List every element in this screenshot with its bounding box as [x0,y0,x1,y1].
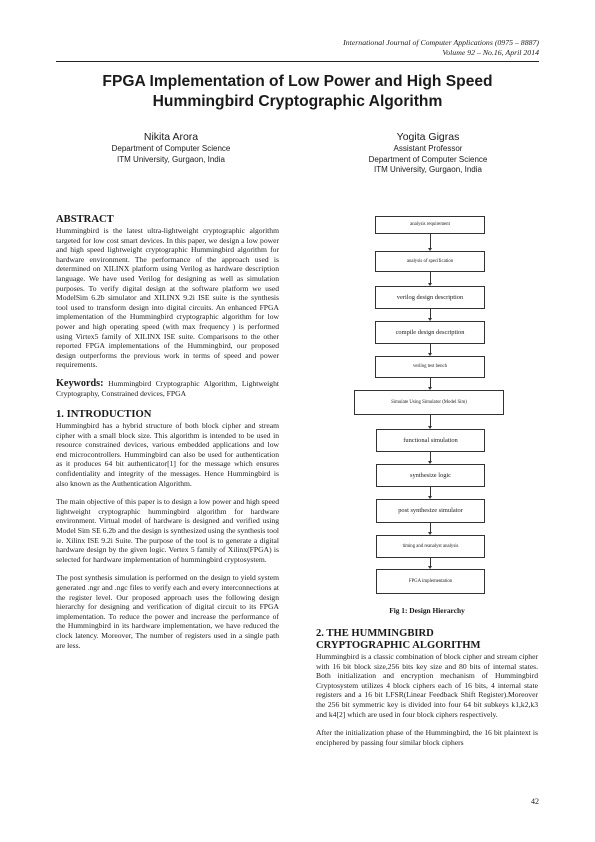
left-column [56,214,279,650]
step-post-synthesize-simulator: post synthesize simulator [376,499,485,523]
intro-paragraph-1: Hummingbird has a hybrid structure of both block cipher and stream cipher with a small block size. This algorithm is intended to be used in resource constrained devices, various embedded applications and low end microcontrollers. Hummingbird can also be used for authentication as it produces 64 bit authenticator[1] for the message which ensures confidentiality and integrity of the messages. Hence Hummingbird is also known as the Authentication Algorithm. [56,421,279,488]
figure-caption: Fig 1: Design Hierarchy [389,606,465,615]
right-column [316,628,538,747]
section-2-paragraph-1: Hummingbird is a classic combination of block cipher and stream cipher with 16 bit block size,256 bits key size and 80 bits of internal states. Both initialization and encryption mechanism of Hummingbird Cryptosystem utilizes 4 block ciphers each of 16 bits, 4 internal state registers and a 16 bit LFSR(Linear Feedback Shift Register).Moreover the 256 bit symmetric key is divided into four 64 bit subkeys k1,k2,k3 and k4[2] which are used in four block ciphers respectively. [316,652,538,719]
step-simulate-using-simulator: Simulate Using Simulator (Model Sim) [354,390,504,415]
step-compile-design-description: compile design description [375,321,485,344]
section-2-heading-line-2: CRYPTOGRAPHIC ALGORITHM [316,640,481,651]
step-functional-simulation: functional simulation [376,429,485,452]
author-1-affiliation-1: Department of Computer Science [111,144,231,153]
abstract-text: Hummingbird is the latest ultra-lightweight cryptographic algorithm targeted for low cost smart devices. In this paper, we design a low power and high speed lightweight cryptographic Hummingbird algorithm for hardware environment. The performance of the approach used is determined on XILINX platform using Verilog as hardware description language. We have used Verilog for designing as well as simulation purposes. To verify digital design at the software platform we used ModelSim 6.2b simulator and XILINX 9.2i ISE suite is the synthesis tool used to transform design into digital circuits. An enhanced FPGA implementation of the Hummingbird cryptographic algorithm for low power and high operating speed (with max frequency ) is performed using Virtex5 family of XILINX ISE suite. Comparisons to the other reported FPGA implementations of the Hummingbird, our proposed design outperforms the previous work in terms of speed and power requirements. [56,226,279,370]
page-number: 42 [531,797,539,806]
paper-title [40,72,555,112]
journal-name: International Journal of Computer Applications (0975 – 8887) [343,38,539,47]
author-2-affiliation-1: Department of Computer Science [368,154,488,164]
step-fpga-implementation: FPGA implementation [376,569,485,594]
keywords [56,379,279,398]
author-1 [56,130,286,165]
abstract-heading: ABSTRACT [56,214,114,225]
step-verilog-test-bench: verilog test bench [375,356,485,378]
journal-header [343,38,539,58]
introduction-heading: 1. INTRODUCTION [56,409,152,421]
title-line-2: Hummingbird Cryptographic Algorithm [152,93,443,110]
step-analysis-of-specification: analysis of specification [375,251,485,272]
journal-volume: Volume 92 – No.16, April 2014 [442,48,539,57]
section-2-paragraph-2: After the initialization phase of the Hummingbird, the 16 bit plaintext is enciphered by passing four similar block ciphers [316,728,538,747]
arrow-1 [430,234,431,249]
step-verilog-design-description: verilog design description [375,286,485,309]
step-synthesize-logic: synthesize logic [376,464,485,487]
intro-paragraph-2: The main objective of this paper is to design a low power and high speed lightweight cryptographic hummingbird algorithm for hardware environment. Virtual model of hardware is designed and verified using Model Sim SE 6.2b and the design is synthesized using the synthesis tool ie. Xilinx ISE 9.2i Suite. The purpose of the tool is to generate a digital hardware design by the given logic. Vertex 5 family of Xilinx(FPGA) is selected for hardware implementation of hummingbird cryptosystem. [56,497,279,564]
step-timing-analysis: timing and reanalyst analysis [376,535,485,558]
intro-paragraph-3: The post synthesis simulation is performed on the design to yield system generated .ngr and .ngc files to verify each and every interconnections at the register level. Our proposed approach uses the following design hierarchy for designing and verification of digital circuit to its FPGA implementation. To reduce the power and increase the performance of the Hummingbird in its hardware implementation, we have reduced the clock latency. Moreover, The number of registers used in a single path are less. [56,573,279,650]
header-rule [56,61,539,62]
author-1-affiliation-2: ITM University, Gurgaon, India [117,154,225,164]
author-2 [310,130,546,176]
author-1-name: Nikita Arora [143,131,199,143]
author-2-title: Assistant Professor [393,144,463,153]
keywords-text: Hummingbird Cryptographic Algorithm, Lightweight Cryptography, Constrained devices, FPGA [56,378,279,398]
section-2-heading-line-1: 2. THE HUMMINGBIRD [316,628,434,639]
keywords-label: Keywords: [56,377,104,389]
title-line-1: FPGA Implementation of Low Power and High Speed [102,73,493,90]
step-analysis-requirement: analysis requirement [375,216,485,234]
author-2-affiliation-2: ITM University, Gurgaon, India [374,165,482,174]
author-2-name: Yogita Gigras [396,131,460,143]
